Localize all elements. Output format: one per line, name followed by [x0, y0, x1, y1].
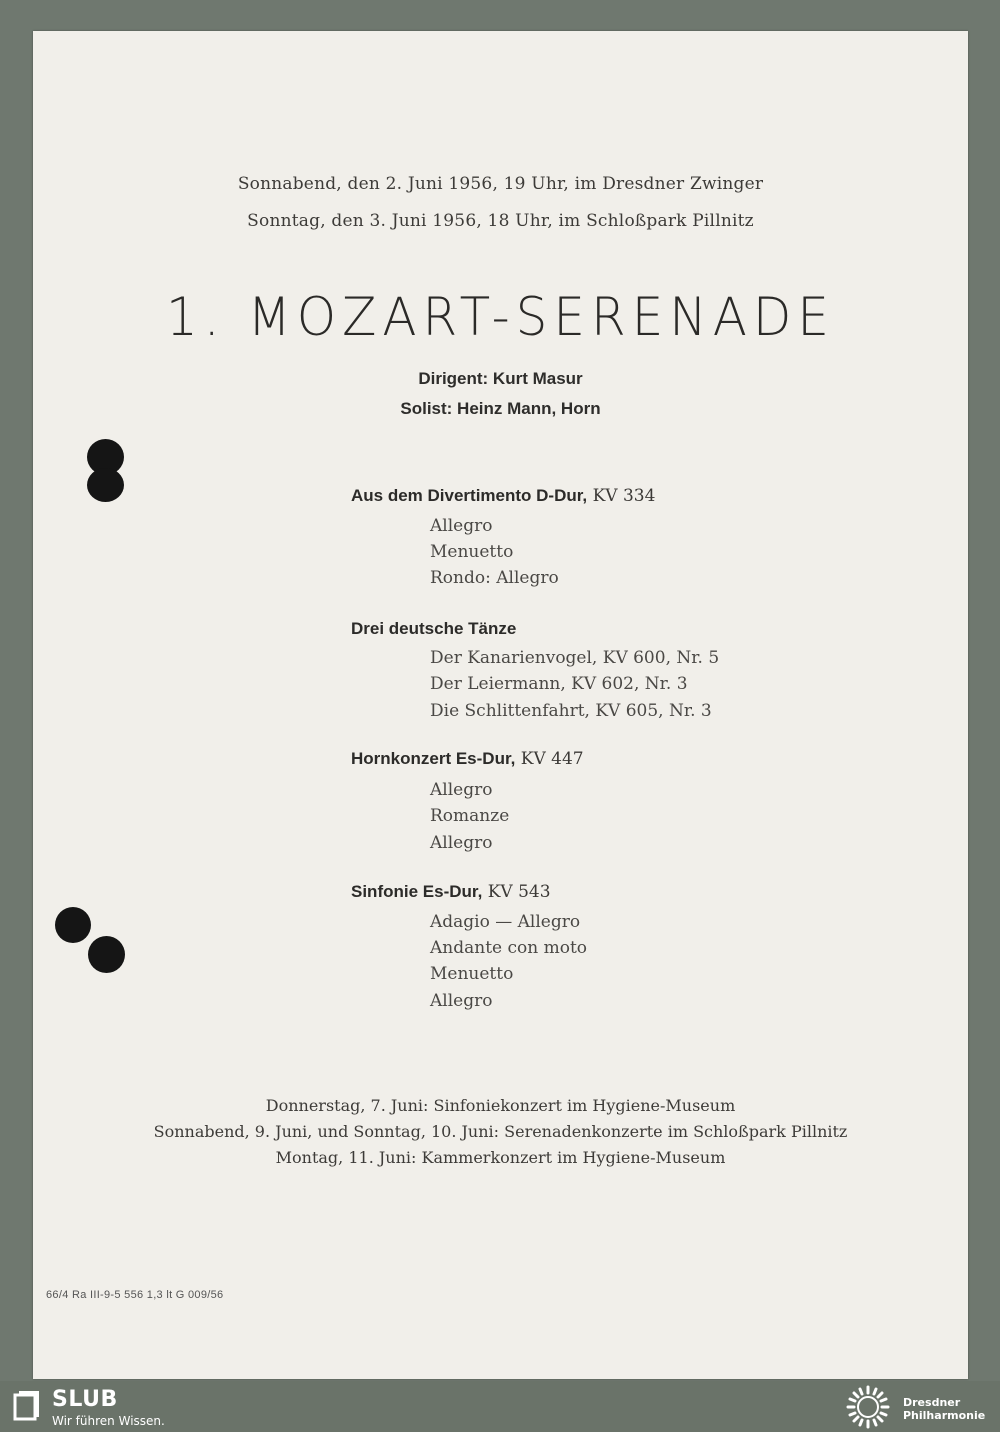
upcoming-concert: Sonnabend, 9. Juni, und Sonntag, 10. Juni: Serenadenkonzerte im Schloßpark Pillnitz [153, 1122, 848, 1141]
work-catalog: KV 447 [520, 749, 584, 769]
work-title: Hornkonzert Es-Dur, [351, 749, 516, 768]
program-work [351, 619, 516, 639]
movement: Menuetto [430, 964, 514, 984]
movement: Romanze [430, 806, 510, 826]
partner-name-line-2: Philharmonie [903, 1409, 986, 1422]
upcoming-concert: Montag, 11. Juni: Kammerkonzert im Hygiene-Museum [275, 1148, 726, 1167]
upcoming-concert: Donnerstag, 7. Juni: Sinfoniekonzert im Hygiene-Museum [265, 1096, 736, 1115]
slub-logo-icon [13, 1389, 43, 1421]
punch-hole [55, 907, 91, 943]
conductor-credit: Dirigent: Kurt Masur [418, 369, 583, 388]
punch-hole [87, 468, 124, 502]
program-sheet [33, 31, 968, 1379]
movement: Adagio — Allegro [430, 912, 581, 932]
work-catalog: KV 543 [487, 882, 551, 902]
movement: Allegro [430, 780, 493, 800]
partner-name-line-1: Dresdner [903, 1396, 961, 1409]
movement: Allegro [430, 833, 493, 853]
movement: Allegro [430, 991, 493, 1011]
movement: Die Schlittenfahrt, KV 605, Nr. 3 [430, 701, 712, 721]
movement: Andante con moto [430, 938, 588, 958]
movement: Rondo: Allegro [430, 568, 559, 588]
date-line-1: Sonnabend, den 2. Juni 1956, 19 Uhr, im Dresdner Zwinger [237, 174, 764, 194]
print-code: 66/4 Ra III-9-5 556 1,3 lt G 009/56 [46, 1289, 224, 1301]
movement: Menuetto [430, 542, 514, 562]
soloist-credit: Solist: Heinz Mann, Horn [400, 399, 601, 418]
movement: Allegro [430, 516, 493, 536]
program-work [351, 486, 655, 506]
page-title: 1. MOZART-SERENADE [165, 286, 835, 348]
library-tagline: Wir führen Wissen. [52, 1414, 165, 1428]
punch-hole [88, 936, 125, 973]
program-work [351, 882, 551, 902]
work-title: Sinfonie Es-Dur, [351, 882, 483, 901]
date-line-2: Sonntag, den 3. Juni 1956, 18 Uhr, im Schloßpark Pillnitz [247, 211, 754, 231]
partner-name[interactable] [903, 1396, 985, 1422]
work-title: Aus dem Divertimento D-Dur, [351, 486, 588, 505]
movement: Der Kanarienvogel, KV 600, Nr. 5 [430, 648, 720, 668]
philharmonie-logo-icon [842, 1385, 894, 1429]
work-title: Drei deutsche Tänze [351, 619, 517, 638]
library-name[interactable]: SLUB [52, 1387, 118, 1412]
movement: Der Leiermann, KV 602, Nr. 3 [430, 674, 688, 694]
work-catalog: KV 334 [592, 486, 656, 506]
program-work [351, 749, 584, 769]
